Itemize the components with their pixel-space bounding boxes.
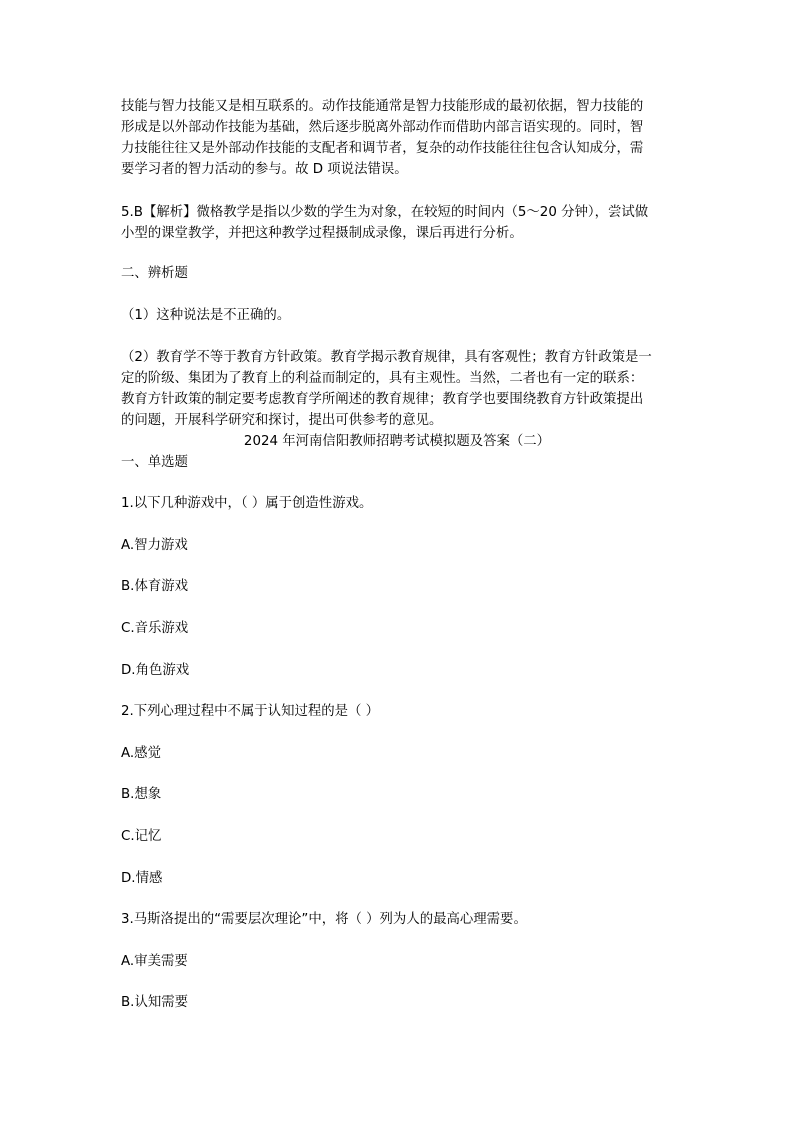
question-option: B.认知需要 [121, 995, 189, 1010]
q5-answer-paragraph [121, 202, 677, 244]
question-option: A.感觉 [121, 746, 161, 761]
question-option: A.智力游戏 [121, 538, 188, 553]
paragraph-line: 小型的课堂教学，并把这种教学过程摄制成录像，课后再进行分析。 [121, 226, 523, 241]
paragraph-line: 的问题，开展科学研究和探讨，提出可供参考的意见。 [121, 413, 443, 428]
section-heading-discrimination: 二、辨析题 [121, 266, 188, 281]
question-option: B.体育游戏 [121, 579, 189, 594]
question-option: D.情感 [121, 871, 163, 886]
paragraph-line: 5.B【解析】微格教学是指以少数的学生为对象，在较短的时间内（5～20 分钟），尝试做 [121, 205, 649, 220]
d-explanation-paragraph [121, 96, 677, 180]
paragraph-line: 力技能往往又是外部动作技能的支配者和调节者，复杂的动作技能往往包含认知成分，需 [121, 141, 644, 156]
question-option: C.记忆 [121, 829, 162, 844]
paragraph-line: 形成是以外部动作技能为基础，然后逐步脱离外部动作而借助内部言语实现的。同时，智 [121, 120, 644, 135]
paragraph-line: （2）教育学不等于教育方针政策。教育学揭示教育规律，具有客观性；教育方针政策是一 [121, 350, 652, 365]
question-option: B.想象 [121, 787, 162, 802]
section-heading-single-choice: 一、单选题 [121, 455, 188, 470]
question-stem: 1.以下几种游戏中，（ ）属于创造性游戏。 [121, 496, 373, 511]
question-option: C.音乐游戏 [121, 621, 189, 636]
paragraph-line: 技能与智力技能又是相互联系的。动作技能通常是智力技能形成的最初依据，智力技能的 [121, 99, 644, 114]
question-stem: 2.下列心理过程中不属于认知过程的是（ ） [121, 704, 380, 719]
paragraph-line: 定的阶级、集团为了教育上的利益而制定的，具有主观性。当然，二者也有一定的联系： [121, 371, 644, 386]
paragraph-line: 要学习者的智力活动的参与。故 D 项说法错误。 [121, 162, 408, 177]
discrimination-point-1: （1）这种说法是不正确的。 [121, 308, 291, 323]
discrimination-point-2 [121, 347, 677, 431]
question-option: A.审美需要 [121, 954, 188, 969]
exam-title: 2024 年河南信阳教师招聘考试模拟题及答案（二） [243, 434, 551, 449]
paragraph-line: 教育方针政策的制定要考虑教育学所阐述的教育规律；教育学也要围绕教育方针政策提出 [121, 392, 644, 407]
question-option: D.角色游戏 [121, 663, 190, 678]
question-stem: 3.马斯洛提出的“需要层次理论”中，将（ ）列为人的最高心理需要。 [121, 912, 527, 927]
